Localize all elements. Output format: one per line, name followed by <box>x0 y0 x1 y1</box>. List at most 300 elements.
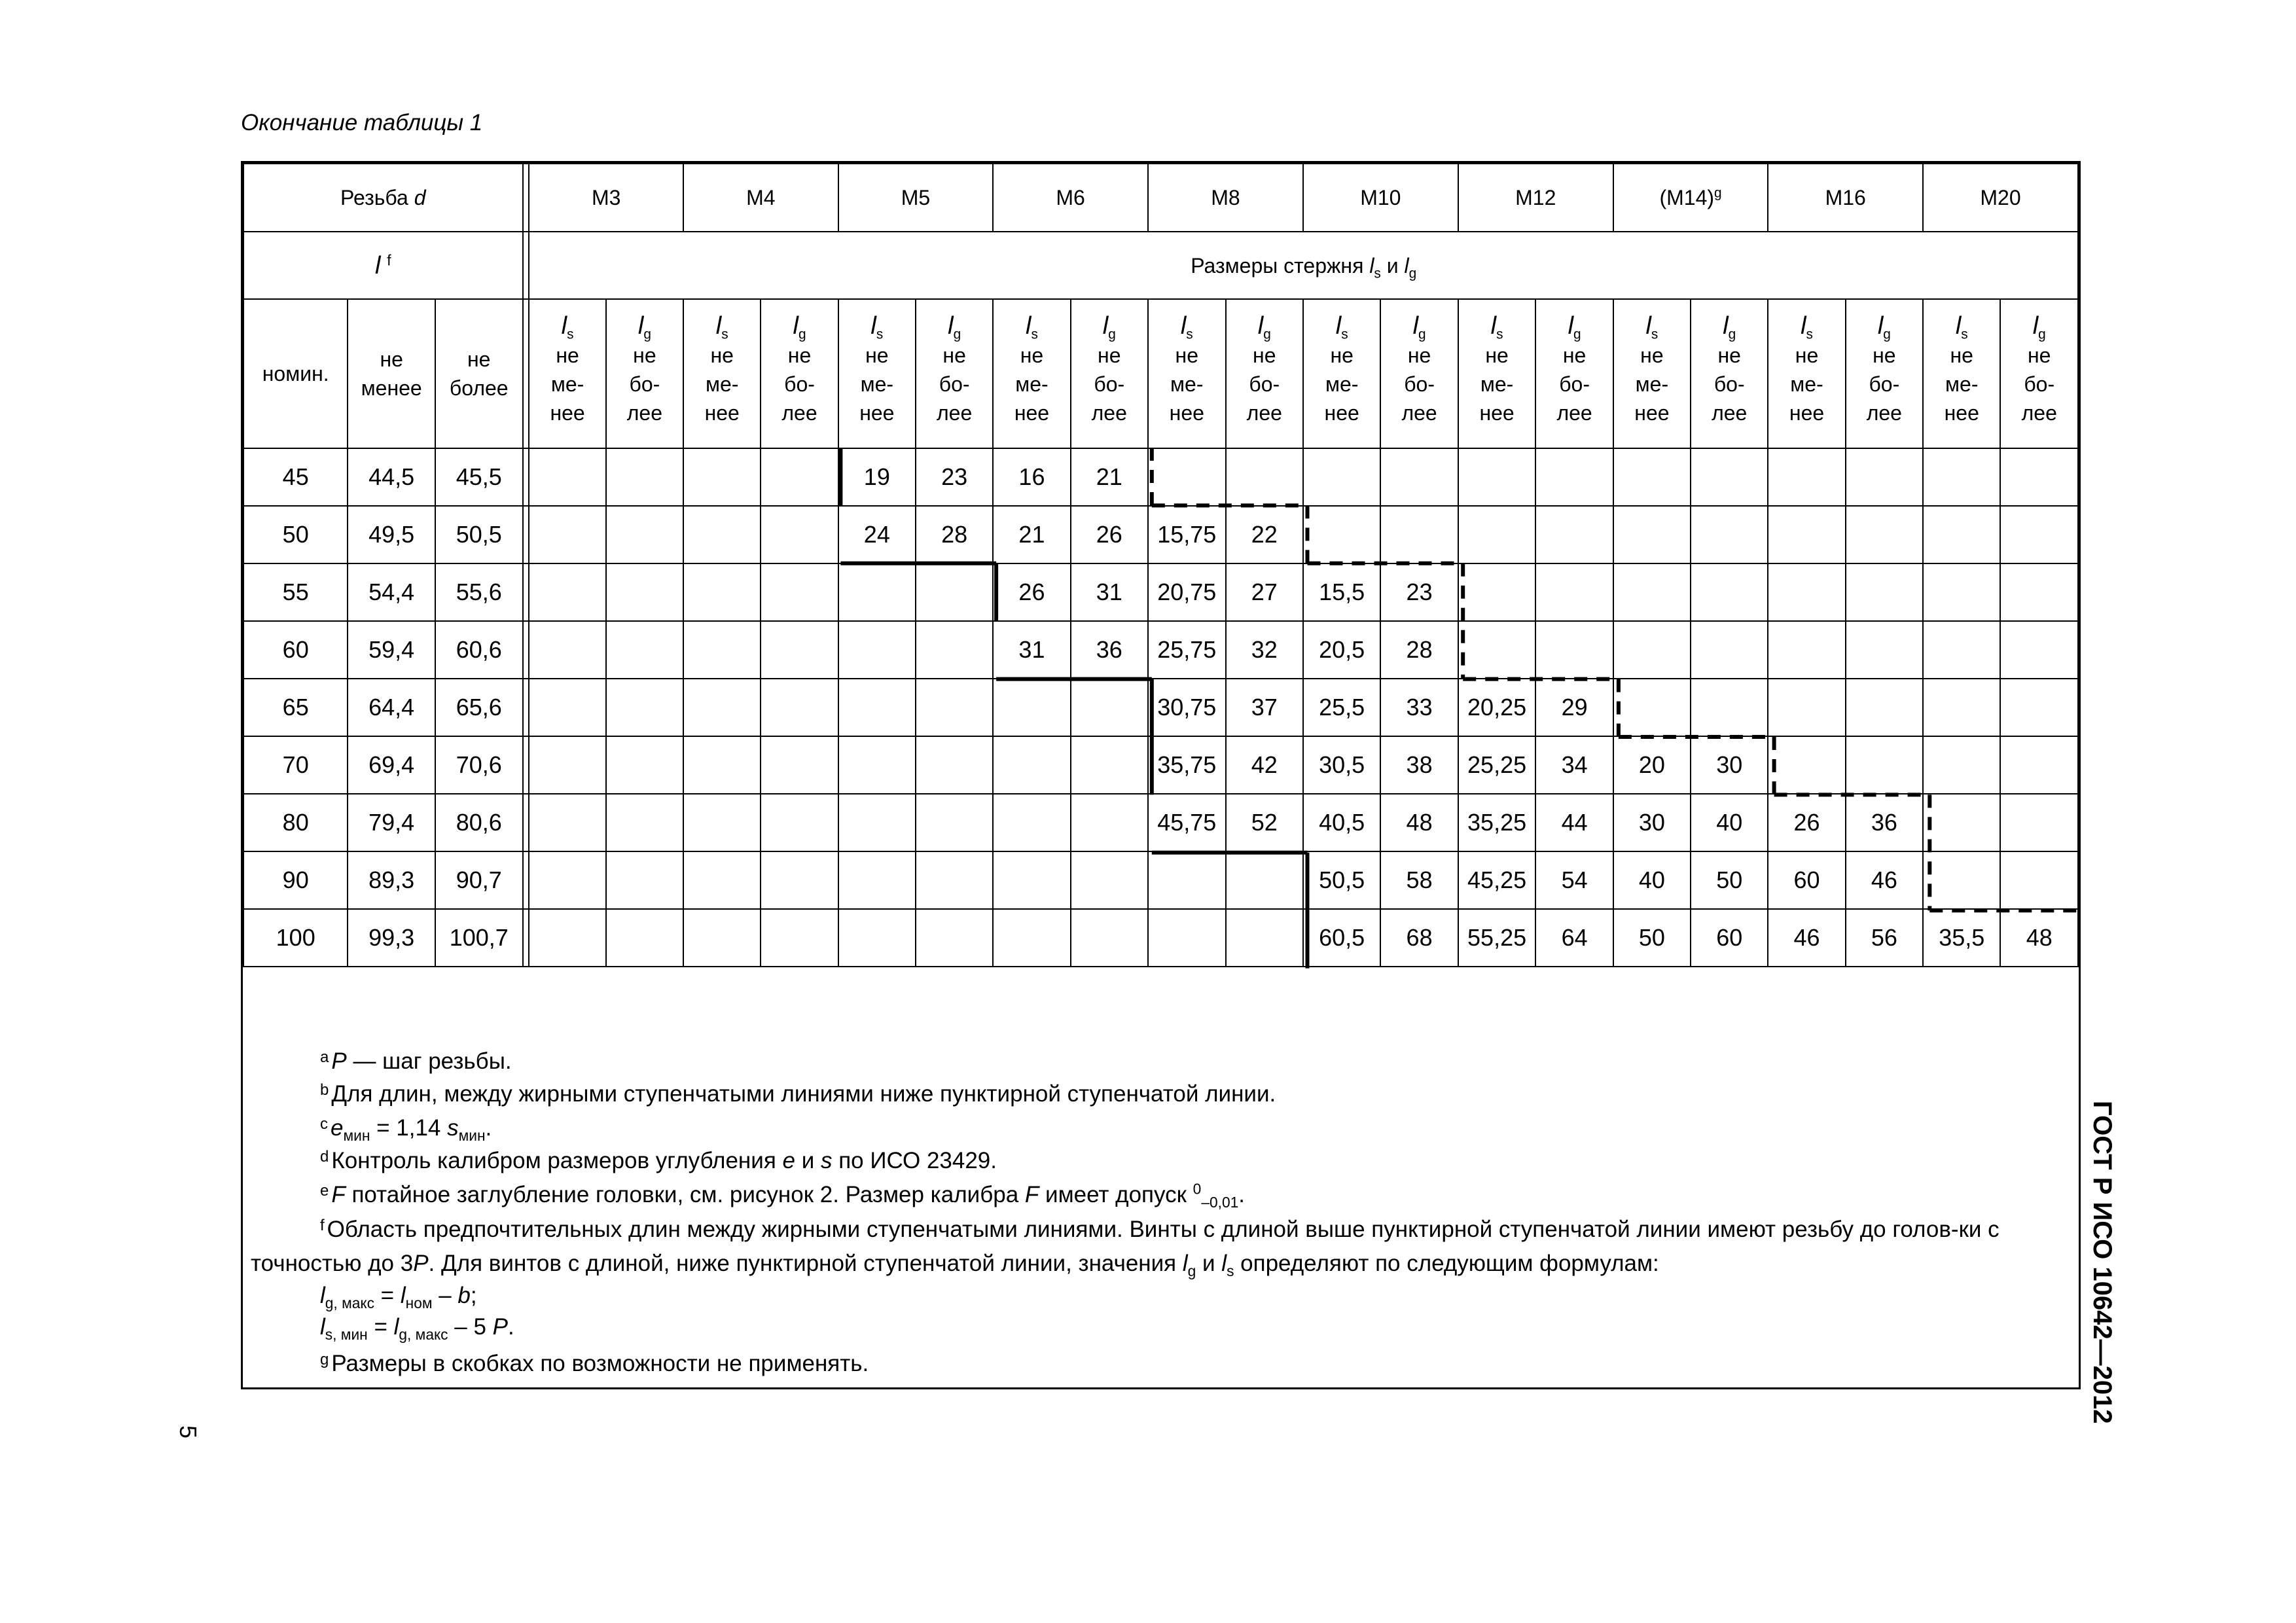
subheader-text: не <box>1950 344 1973 367</box>
cell-max: 80,6 <box>435 794 523 851</box>
footnote-d: $^d$ Контроль калибром размеров углубления e и s по ИСО 23429. <box>320 1148 997 1173</box>
cell-value <box>1226 851 1303 909</box>
subheader-text: l <box>1412 312 1419 340</box>
cell-value <box>1923 679 2000 736</box>
cell-value <box>1458 506 1536 563</box>
subheader-text: нее <box>1944 401 1979 425</box>
cell-value: 21 <box>993 506 1070 563</box>
thread-m12: M12 <box>1458 164 1613 232</box>
cell-value: 37 <box>1226 679 1303 736</box>
cell-value: 25,25 <box>1458 736 1536 794</box>
cell-value: 25,75 <box>1148 621 1226 679</box>
cell-value: 28 <box>1380 621 1458 679</box>
table-row <box>243 736 2078 794</box>
cell-value <box>1148 909 1226 967</box>
cell-value: 50 <box>1691 851 1768 909</box>
cell-value <box>2000 851 2078 909</box>
subheader-lg-m8 <box>1226 299 1303 448</box>
cell-value: 40 <box>1613 851 1691 909</box>
cell-value: 16 <box>993 448 1070 506</box>
thread-m6: M6 <box>993 164 1148 232</box>
subheader-text: нее <box>704 401 740 425</box>
document-standard-title: ГОСТ Р ИСО 10642—2012 <box>2088 1101 2117 1424</box>
cell-value: 20,75 <box>1148 563 1226 621</box>
cell-value <box>529 448 605 506</box>
cell-value: 30 <box>1613 794 1691 851</box>
cell-max: 70,6 <box>435 736 523 794</box>
subheader-text: не <box>1485 344 1509 367</box>
subheader-lg-m6 <box>1071 299 1148 448</box>
cell-value <box>916 679 993 736</box>
cell-value <box>1380 448 1458 506</box>
cell-min: 64,4 <box>348 679 435 736</box>
cell-value <box>2000 736 2078 794</box>
cell-value <box>838 909 916 967</box>
cell-value <box>1613 621 1691 679</box>
cell-value: 28 <box>916 506 993 563</box>
subheader-text: не <box>1562 344 1587 367</box>
cell-value <box>683 448 761 506</box>
thread-m8: M8 <box>1148 164 1303 232</box>
subheader-text: не <box>710 344 734 367</box>
cell-value: 34 <box>1535 736 1613 794</box>
subheader-text: не <box>1253 344 1276 367</box>
subheader-text: g <box>1573 327 1581 342</box>
subheader-text: g <box>1883 327 1891 342</box>
cell-value <box>606 851 683 909</box>
subheader-text: l <box>1026 312 1031 340</box>
cell-value <box>916 563 993 621</box>
subheader-ls-m4 <box>683 299 761 448</box>
cell-value <box>916 736 993 794</box>
cell-value: 32 <box>1226 621 1303 679</box>
subheader-text: не <box>787 344 812 367</box>
cell-value: 56 <box>1846 909 1923 967</box>
cell-value <box>683 909 761 967</box>
col-nominal: номин. <box>243 299 348 448</box>
subheader-lg-m16 <box>1846 299 1923 448</box>
cell-min: 99,3 <box>348 909 435 967</box>
cell-value: 20,25 <box>1458 679 1536 736</box>
subheader-text: бо- <box>939 372 970 396</box>
footnote-g: $^g$ Размеры в скобках по возможности не применять. <box>320 1351 869 1376</box>
cell-value: 35,25 <box>1458 794 1536 851</box>
subheader-text: ме- <box>1480 372 1514 396</box>
subheader-text: l <box>1490 312 1497 340</box>
subheader-text: l <box>1723 312 1729 340</box>
thread-header-row <box>243 164 2078 232</box>
subheader-text: не <box>1175 344 1198 367</box>
subheader-ls-m10 <box>1303 299 1380 448</box>
cell-value: 64 <box>1535 909 1613 967</box>
subheader-text: l <box>1877 312 1884 340</box>
gap-cell <box>523 736 529 794</box>
subheader-text: нее <box>1479 401 1515 425</box>
cell-value <box>1768 621 1845 679</box>
table-caption: Окончание таблицы 1 <box>241 110 483 135</box>
cell-value <box>2000 563 2078 621</box>
cell-value <box>1458 621 1536 679</box>
subheader-text: l <box>870 312 876 340</box>
subheader-text: не <box>556 344 579 367</box>
gap-cell <box>523 621 529 679</box>
cell-min: 54,4 <box>348 563 435 621</box>
cell-value <box>1691 679 1768 736</box>
cell-value: 38 <box>1380 736 1458 794</box>
cell-value: 23 <box>916 448 993 506</box>
cell-value <box>916 621 993 679</box>
cell-min: 79,4 <box>348 794 435 851</box>
cell-value <box>1691 563 1768 621</box>
cell-value: 23 <box>1380 563 1458 621</box>
subheader-text: лее <box>1091 401 1127 425</box>
cell-value <box>2000 621 2078 679</box>
subheader-text: g <box>1108 327 1116 342</box>
cell-nominal: 80 <box>243 794 348 851</box>
cell-value: 68 <box>1380 909 1458 967</box>
cell-value <box>683 621 761 679</box>
cell-value <box>1535 621 1613 679</box>
cell-value: 46 <box>1768 909 1845 967</box>
cell-value <box>683 794 761 851</box>
cell-value: 20,5 <box>1303 621 1380 679</box>
subheader-text: g <box>1418 327 1426 342</box>
subheader-text: не <box>1640 344 1664 367</box>
cell-min: 69,4 <box>348 736 435 794</box>
cell-value: 40,5 <box>1303 794 1380 851</box>
subheader-text: s <box>1806 327 1813 342</box>
subheader-lg-m5 <box>916 299 993 448</box>
cell-value <box>838 851 916 909</box>
subheader-text: g <box>1728 327 1736 342</box>
cell-value <box>606 794 683 851</box>
subheader-text: l <box>1955 312 1962 340</box>
cell-value <box>606 736 683 794</box>
subheader-lg-m10 <box>1380 299 1458 448</box>
subheader-text: бо- <box>2024 372 2055 396</box>
cell-value <box>1613 679 1691 736</box>
cell-value <box>1535 448 1613 506</box>
table-row <box>243 563 2078 621</box>
cell-value <box>916 794 993 851</box>
cell-value <box>529 506 605 563</box>
cell-max: 50,5 <box>435 506 523 563</box>
subheader-text: l <box>1335 312 1342 340</box>
subheader-text: l <box>948 312 954 340</box>
cell-value <box>529 736 605 794</box>
subheader-text: l <box>561 312 567 340</box>
cell-value <box>1923 563 2000 621</box>
subheader-text: l <box>637 312 644 340</box>
cell-value <box>683 506 761 563</box>
subheader-text: лее <box>1712 401 1748 425</box>
cell-value: 31 <box>993 621 1070 679</box>
cell-value: 44 <box>1535 794 1613 851</box>
cell-value <box>1071 909 1148 967</box>
gap-cell <box>523 448 529 506</box>
footnote-a: $^a$ P — шаг резьбы. <box>320 1048 512 1074</box>
subheader-text: s <box>1961 327 1968 342</box>
col-max: не более <box>435 299 523 448</box>
cell-value <box>1226 448 1303 506</box>
subheader-text: s <box>1651 327 1659 342</box>
cell-value <box>606 506 683 563</box>
subheader-text: ме- <box>1325 372 1359 396</box>
cell-nominal: 65 <box>243 679 348 736</box>
cell-value <box>838 794 916 851</box>
cell-value <box>838 621 916 679</box>
cell-max: 65,6 <box>435 679 523 736</box>
cell-value <box>683 679 761 736</box>
cell-value <box>1691 621 1768 679</box>
cell-value <box>761 736 838 794</box>
cell-value: 48 <box>2000 909 2078 967</box>
cell-nominal: 100 <box>243 909 348 967</box>
cell-value <box>1535 506 1613 563</box>
cell-value: 26 <box>993 563 1070 621</box>
subheader-text: лее <box>626 401 663 425</box>
cell-nominal: 70 <box>243 736 348 794</box>
thread-m14: $(M14)^g$ <box>1613 164 1768 232</box>
subheader-ls-m16 <box>1768 299 1845 448</box>
cell-min: 59,4 <box>348 621 435 679</box>
subheader-text: l <box>1257 312 1264 340</box>
cell-value: 46 <box>1846 851 1923 909</box>
cell-nominal: 55 <box>243 563 348 621</box>
subheader-text: g <box>798 327 806 342</box>
gap-cell <box>523 909 529 967</box>
subheader-text: ме- <box>1635 372 1669 396</box>
cell-value <box>1923 621 2000 679</box>
subheader-text: нее <box>1324 401 1359 425</box>
table-row <box>243 794 2078 851</box>
cell-value <box>2000 679 2078 736</box>
subheader-text: бо- <box>1713 372 1745 396</box>
subheader-text: не <box>1717 344 1741 367</box>
cell-value: 50,5 <box>1303 851 1380 909</box>
subheader-text: l <box>1801 312 1806 340</box>
subheader-lg-m20 <box>2000 299 2078 448</box>
cell-value <box>683 736 761 794</box>
subheader-text: не <box>1873 344 1896 367</box>
thread-m4: M4 <box>683 164 838 232</box>
shank-label-cell: Размеры стержня $l_s$ и $l_g$ <box>529 232 2078 299</box>
cell-min: 49,5 <box>348 506 435 563</box>
thread-m20: M20 <box>1923 164 2078 232</box>
subheader-text: нее <box>859 401 895 425</box>
cell-value <box>838 679 916 736</box>
cell-nominal: 45 <box>243 448 348 506</box>
cell-value: 33 <box>1380 679 1458 736</box>
cell-value <box>606 679 683 736</box>
subheader-text: не <box>1407 344 1431 367</box>
formula-lg-max: $l_{g, макс} = l_{ном} - b$; <box>320 1283 477 1311</box>
cell-value <box>606 448 683 506</box>
subheader-text: лее <box>2021 401 2057 425</box>
subheader-text: бо- <box>1094 372 1125 396</box>
cell-value <box>761 851 838 909</box>
subheader-ls-m12 <box>1458 299 1536 448</box>
cell-value <box>761 563 838 621</box>
cell-value <box>606 563 683 621</box>
cell-value: 45,25 <box>1458 851 1536 909</box>
cell-value <box>761 679 838 736</box>
subheader-text: не <box>1020 344 1044 367</box>
cell-value: 29 <box>1535 679 1613 736</box>
cell-value <box>838 563 916 621</box>
subheader-text: ме- <box>1945 372 1979 396</box>
subheader-text: бо- <box>1559 372 1590 396</box>
cell-value <box>529 563 605 621</box>
cell-value: 31 <box>1071 563 1148 621</box>
cell-value <box>1768 506 1845 563</box>
cell-value <box>1923 448 2000 506</box>
cell-value: 55,25 <box>1458 909 1536 967</box>
cell-value <box>2000 448 2078 506</box>
table-row <box>243 679 2078 736</box>
subheader-text: l <box>793 312 798 340</box>
subheader-text: не <box>1795 344 1819 367</box>
subheader-text: бо- <box>1249 372 1280 396</box>
cell-value <box>1613 563 1691 621</box>
cell-value <box>1768 563 1845 621</box>
footnote-e: $^e$ F потайное заглубление головки, см. рисунок 2. Размер калибра F имеет допуск $^0_{-0,01}$. <box>320 1180 1245 1211</box>
cell-min: 44,5 <box>348 448 435 506</box>
thread-m5: M5 <box>838 164 994 232</box>
cell-value <box>1458 448 1536 506</box>
subheader-text: не <box>1098 344 1121 367</box>
cell-value <box>606 621 683 679</box>
subheader-text: l <box>2032 312 2039 340</box>
cell-value: 30,5 <box>1303 736 1380 794</box>
cell-value <box>1846 563 1923 621</box>
cell-value <box>1303 448 1380 506</box>
cell-value <box>1071 794 1148 851</box>
col-min: не менее <box>348 299 435 448</box>
cell-value: 25,5 <box>1303 679 1380 736</box>
gap-cell <box>523 164 529 232</box>
subheader-text: ме- <box>705 372 739 396</box>
dimensions-table <box>241 161 2081 1389</box>
cell-value <box>1768 736 1845 794</box>
table-grid <box>243 163 2079 967</box>
cell-value <box>993 736 1070 794</box>
column-header-row <box>243 299 2078 448</box>
table-row <box>243 621 2078 679</box>
subheader-lg-m12 <box>1535 299 1613 448</box>
cell-value <box>993 851 1070 909</box>
cell-value <box>1768 448 1845 506</box>
cell-value <box>529 909 605 967</box>
cell-value <box>683 851 761 909</box>
cell-value <box>993 794 1070 851</box>
cell-value <box>916 851 993 909</box>
subheader-text: не <box>1330 344 1354 367</box>
cell-value: 35,75 <box>1148 736 1226 794</box>
cell-value <box>1148 448 1226 506</box>
subheader-text: лее <box>937 401 973 425</box>
cell-value <box>1226 909 1303 967</box>
cell-value: 40 <box>1691 794 1768 851</box>
subheader-ls-m8 <box>1148 299 1226 448</box>
cell-value: 15,5 <box>1303 563 1380 621</box>
cell-value <box>1923 851 2000 909</box>
subheader-text: s <box>721 327 728 342</box>
gap-cell <box>523 794 529 851</box>
subheader-lg-m14 <box>1691 299 1768 448</box>
subheader-text: l <box>1568 312 1574 340</box>
subheader-ls-m5 <box>838 299 916 448</box>
subheader-text: бо- <box>1404 372 1435 396</box>
subheader-text: s <box>1031 327 1038 342</box>
subheader-text: лее <box>781 401 817 425</box>
cell-value: 42 <box>1226 736 1303 794</box>
subheader-text: не <box>633 344 656 367</box>
cell-value <box>1846 736 1923 794</box>
cell-value: 54 <box>1535 851 1613 909</box>
cell-value <box>1458 563 1536 621</box>
cell-value: 48 <box>1380 794 1458 851</box>
cell-value <box>838 736 916 794</box>
cell-value <box>2000 506 2078 563</box>
subheader-text: не <box>2028 344 2051 367</box>
cell-value <box>606 909 683 967</box>
cell-value <box>1071 679 1148 736</box>
cell-value: 60 <box>1768 851 1845 909</box>
footnote-c: $^c$ $e_{мин} = 1,14$ $s_{мин}$. <box>320 1115 492 1144</box>
cell-value <box>1846 506 1923 563</box>
subheader-text: ме- <box>550 372 584 396</box>
cell-value: 36 <box>1846 794 1923 851</box>
gap-cell <box>523 563 529 621</box>
subheader-text: лее <box>1556 401 1592 425</box>
cell-value <box>1380 506 1458 563</box>
gap-cell <box>523 299 529 448</box>
cell-value <box>2000 794 2078 851</box>
gap-cell <box>523 506 529 563</box>
cell-min: 89,3 <box>348 851 435 909</box>
cell-value: 45,75 <box>1148 794 1226 851</box>
cell-value: 27 <box>1226 563 1303 621</box>
cell-value <box>761 621 838 679</box>
cell-value: 26 <box>1071 506 1148 563</box>
cell-value <box>529 794 605 851</box>
footnote-f: $^f$ Область предпочтительных длин между жирными ступенчатыми линиями. Винты с длиной выше пунктирной ступенчатой линии имеют резьбу до голов-ки с точностью до 3P. Для винтов с длиной, ниже пунктирной ступенчатой линии, значения $l_g$ и $l_s$ определяют по следующим формулам: <box>251 1217 2000 1279</box>
cell-value <box>1613 448 1691 506</box>
cell-max: 55,6 <box>435 563 523 621</box>
thread-m10: M10 <box>1303 164 1458 232</box>
cell-value <box>1923 794 2000 851</box>
l-label-cell: l $^f$ <box>243 232 523 299</box>
subheader-text: ме- <box>1170 372 1204 396</box>
cell-value <box>916 909 993 967</box>
subheader-ls-m6 <box>993 299 1070 448</box>
cell-value <box>1691 448 1768 506</box>
cell-value <box>761 448 838 506</box>
cell-value <box>1923 506 2000 563</box>
cell-value <box>1071 851 1148 909</box>
table-row <box>243 909 2078 967</box>
subheader-text: лее <box>1401 401 1437 425</box>
cell-value <box>1691 506 1768 563</box>
subheader-text: лее <box>1866 401 1902 425</box>
footnote-b: $^b$ Для длин, между жирными ступенчатыми линиями ниже пунктирной ступенчатой линии. <box>320 1081 1276 1107</box>
shank-header-row <box>243 232 2078 299</box>
cell-nominal: 60 <box>243 621 348 679</box>
thread-label-cell: Резьба d <box>243 164 523 232</box>
cell-value: 19 <box>838 448 916 506</box>
cell-value <box>993 909 1070 967</box>
